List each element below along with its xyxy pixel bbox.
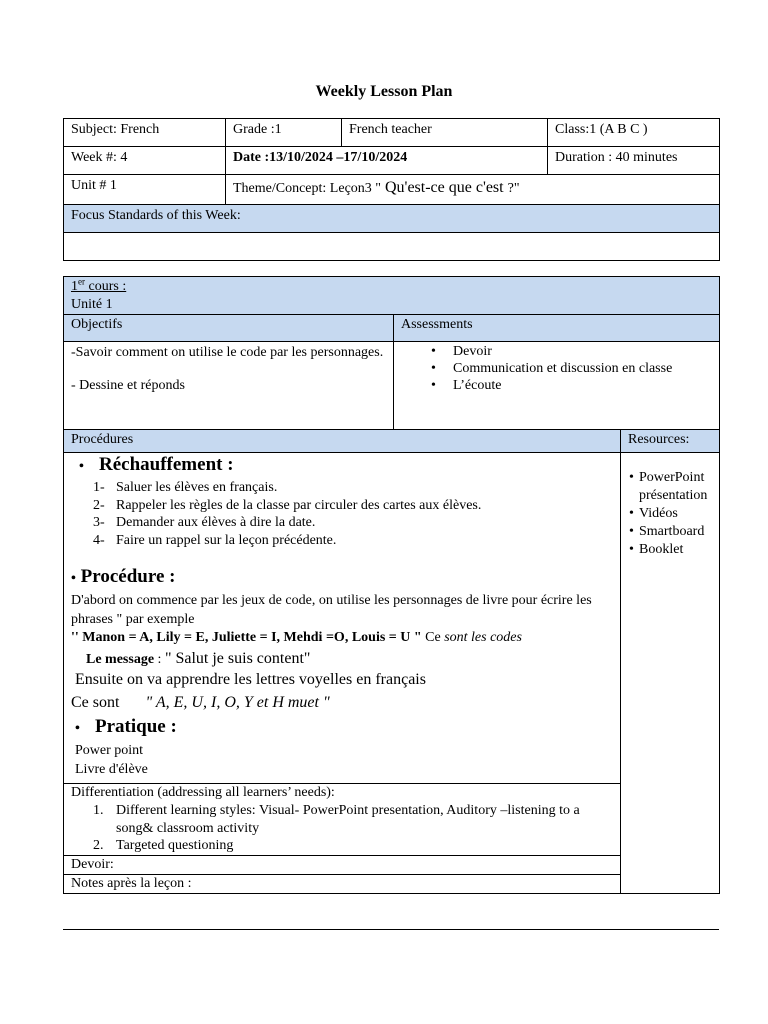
header-table xyxy=(63,118,720,261)
list-item: 1. Different learning styles: Visual- PowerPoint presentation, Auditory –listening to a song& classroom activity xyxy=(93,803,580,836)
objectifs-cell xyxy=(64,342,394,430)
pratique-item: Livre d'élève xyxy=(75,762,148,777)
theme-end: ?" xyxy=(507,181,520,196)
unit-cell: Unit # 1 xyxy=(64,175,226,205)
focus-standards-cell: Focus Standards of this Week: xyxy=(64,205,720,233)
theme-cell xyxy=(226,175,720,205)
devoir-cell: Devoir: xyxy=(64,855,621,874)
lesson-table xyxy=(63,276,720,894)
voyelles-text: Ensuite on va apprendre les lettres voyelles en français xyxy=(75,671,426,688)
list-item: 3- Demander aux élèves à dire la date. xyxy=(93,515,316,530)
assessments-header: Assessments xyxy=(394,315,720,342)
footer-divider xyxy=(63,929,719,930)
theme-title: Qu'est-ce que c'est xyxy=(381,179,508,196)
resources-list xyxy=(628,469,712,559)
assessments-cell xyxy=(394,342,720,430)
message-line: Le message : " Salut je suis content" xyxy=(86,650,311,667)
differentiation-list xyxy=(71,802,613,855)
differentiation-cell xyxy=(64,784,621,856)
list-item: • L’écoute xyxy=(453,377,712,394)
pratique-heading: • Pratique : xyxy=(75,716,177,737)
procedures-header: Procédures xyxy=(64,430,621,453)
rechauffement-heading: • Réchauffement : xyxy=(79,454,234,475)
theme-label: Theme/Concept: Leçon3 " xyxy=(233,181,381,196)
procedures-cell xyxy=(64,453,621,784)
focus-standards-content xyxy=(64,233,720,261)
list-item: • Devoir xyxy=(453,343,712,360)
voyelles-line: Ce sont " A, E, U, I, O, Y et H muet " xyxy=(71,694,330,711)
list-item: • Communication et discussion en classe xyxy=(453,360,712,377)
objectifs-header: Objectifs xyxy=(64,315,394,342)
duration-cell: Duration : 40 minutes xyxy=(548,147,720,175)
subject-cell: Subject: French xyxy=(64,119,226,147)
cours-title: 1er cours : xyxy=(71,276,127,294)
resources-header: Resources: xyxy=(621,430,720,453)
differentiation-title: Differentiation (addressing all learners’ needs): xyxy=(71,785,335,800)
code-line: '' Manon = A, Lily = E, Juliette = I, Mehdi =O, Louis = U " Ce sont les codes xyxy=(71,630,522,645)
class-cell: Class:1 (A B C ) xyxy=(548,119,720,147)
list-item: 2- Rappeler les règles de la classe par circuler des cartes aux élèves. xyxy=(93,497,482,513)
objectif-1: -Savoir comment on utilise le code par les personnages. xyxy=(71,345,384,360)
list-item: • PowerPoint présentation xyxy=(639,469,712,505)
week-cell: Week #: 4 xyxy=(64,147,226,175)
cours-header xyxy=(64,277,720,315)
objectif-2: - Dessine et réponds xyxy=(71,378,185,393)
teacher-cell: French teacher xyxy=(342,119,548,147)
pratique-item: Power point xyxy=(75,743,144,758)
page-title: Weekly Lesson Plan xyxy=(315,83,453,100)
rechauffement-steps xyxy=(71,479,613,549)
resources-cell xyxy=(621,453,720,894)
procedure-heading: • Procédure : xyxy=(71,566,176,587)
list-item: • Vidéos xyxy=(639,505,712,523)
procedure-text: D'abord on commence par les jeux de code, on utilise les personnages de livre pour écrire les phrases " par exemple xyxy=(71,593,592,627)
date-cell: Date :13/10/2024 –17/10/2024 xyxy=(226,147,548,175)
list-item: • Smartboard xyxy=(639,523,712,541)
list-item: 1- Saluer les élèves en français. xyxy=(93,480,278,495)
notes-cell: Notes après la leçon : xyxy=(64,874,621,893)
grade-cell: Grade :1 xyxy=(226,119,342,147)
assessments-list xyxy=(401,343,712,394)
list-item: 4- Faire un rappel sur la leçon précédente. xyxy=(93,532,337,548)
list-item: 2. Targeted questioning xyxy=(93,838,234,853)
unite-label: Unité 1 xyxy=(71,297,113,312)
list-item: • Booklet xyxy=(639,541,712,559)
